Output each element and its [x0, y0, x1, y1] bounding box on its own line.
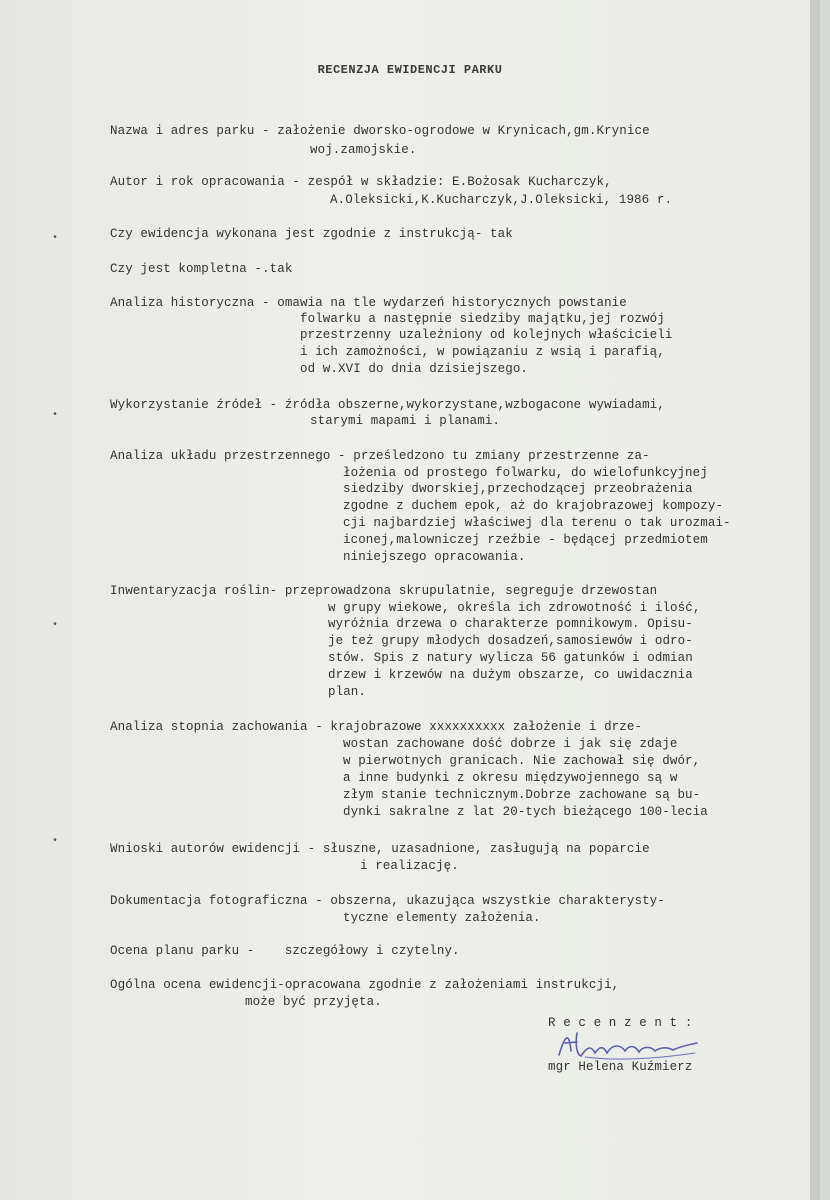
typed-line: mgr Helena Kuźmierz: [548, 1060, 693, 1074]
typed-line: Ocena planu parku - szczegółowy i czytelny.: [110, 944, 460, 958]
typed-line: i realizację.: [360, 859, 459, 873]
margin-mark: •: [52, 410, 59, 421]
typed-line: iconej,malowniczej rzeźbie - będącej przedmiotem: [343, 533, 708, 547]
typed-line: wyróżnia drzewa o charakterze pomnikowym. Opisu-: [328, 617, 693, 631]
typed-line: woj.zamojskie.: [310, 143, 417, 157]
typed-line: stów. Spis z natury wylicza 56 gatunków i odmian: [328, 651, 693, 665]
typed-line: cji najbardziej właściwej dla terenu o tak urozmai-: [343, 516, 731, 530]
margin-mark: •: [52, 233, 59, 244]
typed-line: Dokumentacja fotograficzna - obszerna, ukazująca wszystkie charakterysty-: [110, 894, 665, 908]
typed-line: w grupy wiekowe, określa ich zdrowotność i ilość,: [328, 601, 701, 615]
typed-line: siedziby dworskiej,przechodzącej przeobrażenia: [343, 482, 693, 496]
typed-line: drzew i krzewów na dużym obszarze, co uwidacznia: [328, 668, 693, 682]
typed-line: od w.XVI do dnia dzisiejszego.: [300, 362, 529, 376]
typed-line: plan.: [328, 685, 367, 699]
typed-line: Nazwa i adres parku - założenie dworsko-ogrodowe w Krynicach,gm.Krynice: [110, 124, 650, 138]
typed-line: Analiza historyczna - omawia na tle wydarzeń historycznych powstanie: [110, 296, 627, 310]
typed-line: Czy jest kompletna -.tak: [110, 262, 293, 276]
typed-line: przestrzenny uzależniony od kolejnych właścicieli: [300, 328, 673, 342]
typed-line: wostan zachowane dość dobrze i jak się zdaje: [343, 737, 678, 751]
page-edge: [810, 0, 820, 1200]
margin-mark: •: [52, 620, 59, 631]
typed-line: Ogólna ocena ewidencji-opracowana zgodnie z założeniami instrukcji,: [110, 978, 620, 992]
typed-line: Inwentaryzacja roślin- przeprowadzona skrupulatnie, segreguje drzewostan: [110, 584, 658, 598]
typed-line: Analiza układu przestrzennego - prześledzono tu zmiany przestrzenne za-: [110, 449, 650, 463]
typed-line: może być przyjęta.: [245, 995, 382, 1009]
document-title: RECENZJA EWIDENCJI PARKU: [317, 63, 503, 77]
typed-line: niniejszego opracowania.: [343, 550, 526, 564]
handwritten-signature: [555, 1025, 705, 1065]
typed-line: dynki sakralne z lat 20-tych bieżącego 100-lecia: [343, 805, 708, 819]
typed-line: złym stanie technicznym.Dobrze zachowane są bu-: [343, 788, 701, 802]
typed-line: w pierwotnych granicach. Nie zachował się dwór,: [343, 754, 701, 768]
typed-line: folwarku a następnie siedziby majątku,jej rozwój: [300, 312, 665, 326]
typed-line: Autor i rok opracowania - zespół w składzie: E.Bożosak Kucharczyk,: [110, 175, 612, 189]
typed-line: Czy ewidencja wykonana jest zgodnie z instrukcją- tak: [110, 227, 513, 241]
typed-line: je też grupy młodych dosadzeń,samosiewów i odro-: [328, 634, 693, 648]
typed-line: Wykorzystanie źródeł - źródła obszerne,wykorzystane,wzbogacone wywiadami,: [110, 398, 665, 412]
typed-line: Wnioski autorów ewidencji - słuszne, uzasadnione, zasługują na poparcie: [110, 842, 650, 856]
typed-line: i ich zamożności, w powiązaniu z wsią i parafią,: [300, 345, 665, 359]
typed-line: łożenia od prostego folwarku, do wielofunkcyjnej: [343, 466, 708, 480]
typed-line: a inne budynki z okresu międzywojennego są w: [343, 771, 678, 785]
typed-line: tyczne elementy założenia.: [343, 911, 541, 925]
typed-line: zgodne z duchem epok, aż do krajobrazowej kompozy-: [343, 499, 724, 513]
typed-line: starymi mapami i planami.: [310, 414, 501, 428]
margin-mark: •: [52, 836, 59, 847]
typed-line: A.Oleksicki,K.Kucharczyk,J.Oleksicki, 1986 r.: [330, 193, 673, 207]
typed-line: Analiza stopnia zachowania - krajobrazowe xxxxxxxxxx założenie i drze-: [110, 720, 643, 734]
typed-line: R e c e n z e n t :: [548, 1016, 693, 1030]
